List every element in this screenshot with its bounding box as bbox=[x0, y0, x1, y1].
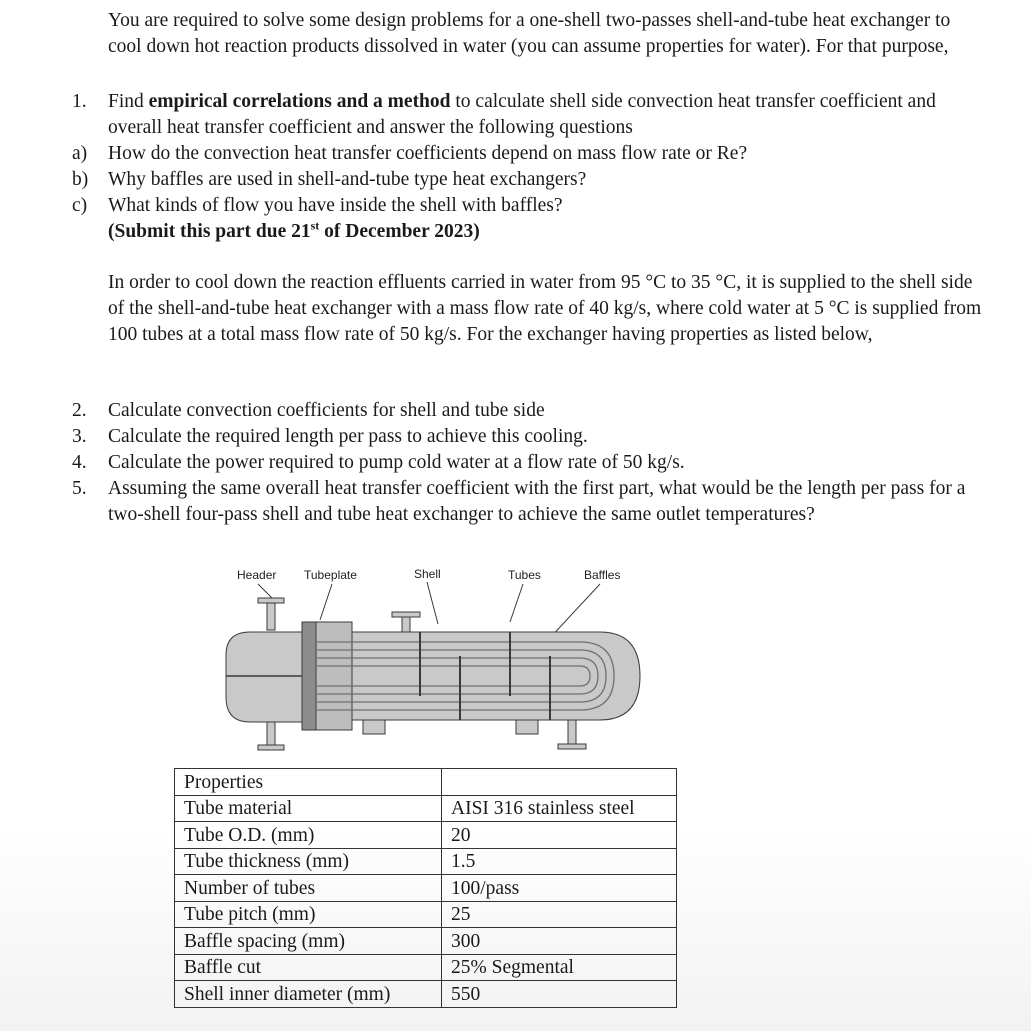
header-outlet-flange bbox=[258, 745, 284, 750]
question-5 bbox=[72, 476, 992, 528]
question-1-pre: Find bbox=[108, 91, 149, 112]
header-leader-line bbox=[258, 584, 272, 598]
question-marker: 3. bbox=[72, 426, 87, 447]
support-saddle-1 bbox=[363, 720, 385, 734]
submit-post: of December 2023) bbox=[319, 221, 480, 242]
tubeplate-flange bbox=[316, 622, 352, 730]
shell-outlet-flange bbox=[558, 744, 586, 749]
submit-sup: st bbox=[310, 218, 320, 233]
tubeplate-leader-line bbox=[320, 584, 332, 620]
table-row bbox=[175, 875, 677, 902]
label-tubeplate: Tubeplate bbox=[304, 568, 357, 582]
table-row bbox=[175, 981, 677, 1008]
question-text: Assuming the same overall heat transfer coefficient with the first part, what would be the length per pass for a two-shell four-pass shell and tube heat exchanger to achieve the same outlet temperatures? bbox=[108, 478, 966, 525]
property-name: Shell inner diameter (mm) bbox=[175, 981, 442, 1008]
sub-question-a bbox=[72, 141, 992, 167]
table-header-empty bbox=[442, 769, 677, 796]
label-header: Header bbox=[237, 568, 277, 582]
question-marker: 4. bbox=[72, 452, 87, 473]
property-value: 1.5 bbox=[442, 848, 677, 875]
table-row bbox=[175, 848, 677, 875]
table-row bbox=[175, 795, 677, 822]
property-name: Baffle spacing (mm) bbox=[175, 928, 442, 955]
table-row bbox=[175, 901, 677, 928]
header-inlet-nozzle bbox=[267, 600, 275, 630]
sub-question-b bbox=[72, 167, 992, 193]
question-text: What kinds of flow you have inside the shell with baffles? bbox=[108, 195, 563, 216]
property-value: AISI 316 stainless steel bbox=[442, 795, 677, 822]
question-marker: 1. bbox=[72, 91, 87, 112]
property-value: 20 bbox=[442, 822, 677, 849]
property-value: 300 bbox=[442, 928, 677, 955]
tubeplate bbox=[302, 622, 316, 730]
question-marker: 2. bbox=[72, 400, 87, 421]
property-name: Tube thickness (mm) bbox=[175, 848, 442, 875]
label-baffles: Baffles bbox=[584, 568, 621, 582]
problem-statement: In order to cool down the reaction effluents carried in water from 95 °C to 35 °C, it is supplied to the shell side of the shell-and-tube heat exchanger with a mass flow rate of 40 kg/s, where cold water at 5 °C is supplied from 100 tubes at a total mass flow rate of 50 kg/s. For the exchanger having properties as listed below, bbox=[108, 272, 982, 345]
question-3 bbox=[72, 424, 992, 450]
header-inlet-flange bbox=[258, 598, 284, 603]
shell-leader-line bbox=[427, 582, 438, 624]
property-value: 100/pass bbox=[442, 875, 677, 902]
tubes-leader-line bbox=[510, 584, 523, 622]
question-marker: a) bbox=[72, 143, 88, 164]
properties-table bbox=[174, 768, 677, 1008]
question-1 bbox=[72, 89, 992, 141]
submission-note bbox=[108, 219, 480, 245]
question-marker: c) bbox=[72, 195, 88, 216]
question-1-bold: empirical correlations and a method bbox=[148, 91, 451, 112]
property-value: 25 bbox=[442, 901, 677, 928]
question-text: Calculate the required length per pass to achieve this cooling. bbox=[108, 426, 588, 447]
property-name: Baffle cut bbox=[175, 954, 442, 981]
question-4 bbox=[72, 450, 992, 476]
question-text: Why baffles are used in shell-and-tube type heat exchangers? bbox=[108, 169, 587, 190]
support-saddle-2 bbox=[516, 720, 538, 734]
property-name: Number of tubes bbox=[175, 875, 442, 902]
header-body bbox=[226, 632, 302, 722]
table-header-row bbox=[175, 769, 677, 796]
property-value: 25% Segmental bbox=[442, 954, 677, 981]
question-marker: b) bbox=[72, 169, 89, 190]
table-header-cell: Properties bbox=[175, 769, 442, 796]
property-name: Tube material bbox=[175, 795, 442, 822]
property-name: Tube pitch (mm) bbox=[175, 901, 442, 928]
shell-inlet-flange bbox=[392, 612, 420, 617]
submit-pre: (Submit this part due 21 bbox=[108, 221, 311, 242]
label-tubes: Tubes bbox=[508, 568, 541, 582]
question-marker: 5. bbox=[72, 478, 87, 499]
table-row bbox=[175, 822, 677, 849]
heat-exchanger-diagram bbox=[220, 560, 660, 760]
table-row bbox=[175, 928, 677, 955]
table-row bbox=[175, 954, 677, 981]
property-value: 550 bbox=[442, 981, 677, 1008]
question-text: Calculate the power required to pump cold water at a flow rate of 50 kg/s. bbox=[108, 452, 685, 473]
question-text: Calculate convection coefficients for shell and tube side bbox=[108, 400, 545, 421]
heat-exchanger-svg bbox=[220, 560, 660, 760]
label-shell: Shell bbox=[414, 567, 441, 581]
question-text: How do the convection heat transfer coefficients depend on mass flow rate or Re? bbox=[108, 143, 748, 164]
property-name: Tube O.D. (mm) bbox=[175, 822, 442, 849]
sub-question-c bbox=[72, 193, 992, 219]
question-2 bbox=[72, 398, 992, 424]
intro-paragraph: You are required to solve some design problems for a one-shell two-passes shell-and-tube heat exchanger to cool down hot reaction products dissolved in water (you can assume properties for water). For that purpose, bbox=[108, 10, 951, 57]
question-1-post: to calculate shell side convection heat transfer coefficient and overall heat transfer coefficient and answer the following questions bbox=[108, 91, 936, 138]
